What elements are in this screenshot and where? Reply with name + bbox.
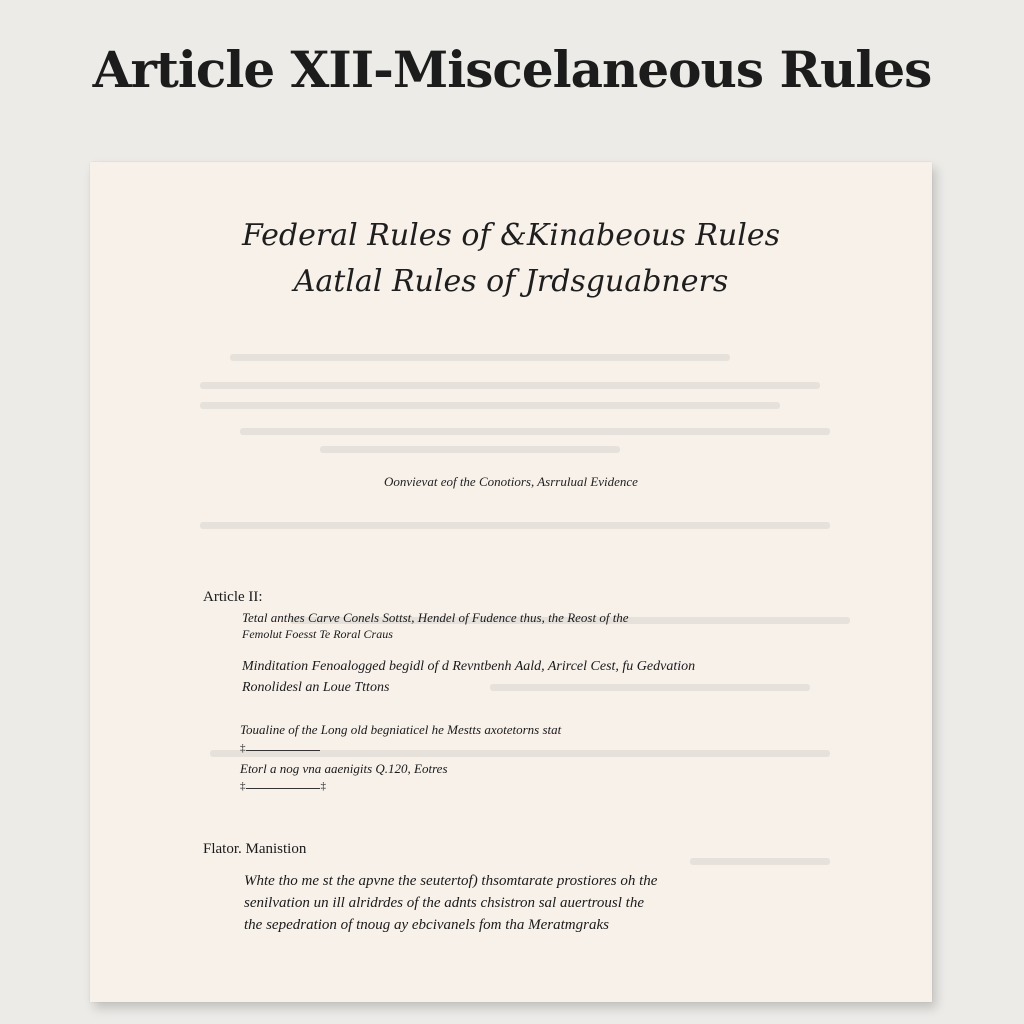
dagger-icon: ‡ [320, 780, 326, 792]
paragraph-line: Minditation Fenoalogged begidl of d Revntbenh Aald, Arircel Cest, fu Gedvation [242, 659, 696, 674]
faded-text-line [200, 382, 820, 389]
dagger-icon: ‡ [240, 780, 246, 792]
paragraph-line: Toualine of the Long old begniaticel he Mestts axotetorns stat [240, 722, 562, 737]
faded-text-line [200, 402, 780, 409]
document-page [90, 162, 932, 1002]
divider-marker [240, 742, 326, 756]
divider-marker [240, 780, 326, 794]
faded-text-line [690, 858, 830, 865]
page-heading: Article XII-Miscelaneous Rules [92, 40, 932, 99]
faded-text-line [490, 684, 810, 691]
faded-text-line [240, 428, 830, 435]
document-subtitle: Oonvievat eof the Conotiors, Asrrulual Evidence [384, 474, 638, 489]
faded-text-line [230, 354, 730, 361]
divider-line [246, 750, 320, 751]
faded-text-line [200, 522, 830, 529]
document-title-line-1: Federal Rules of &Kinabeous Rules [242, 218, 780, 253]
paragraph-line: Tetal anthes Carve Conels Sottst, Hendel of Fudence thus, the Reost of the [242, 610, 629, 625]
paragraph-line: Whte tho me st the apvne the seutertof) thsomtarate prostiores oh the [244, 873, 658, 889]
paragraph-line: Femolut Foesst Te Roral Craus [242, 627, 393, 641]
divider-line [246, 788, 320, 789]
paragraph-line: senilvation un ill alridrdes of the adnts chsistron sal auertrousl the [244, 895, 644, 911]
section-heading: Flator. Manistion [203, 841, 307, 857]
section-heading: Article II: [203, 589, 263, 605]
faded-text-line [320, 446, 620, 453]
paragraph-line: the sepedration of tnoug ay ebcivanels fom tha Meratmgraks [244, 917, 609, 933]
paragraph-line: Ronolidesl an Loue Tttons [242, 680, 390, 695]
dagger-icon: ‡ [240, 742, 246, 754]
paragraph-line: Etorl a nog vna aaenigits Q.120, Eotres [240, 761, 448, 776]
document-title-line-2: Aatlal Rules of Jrdsguabners [293, 264, 729, 299]
